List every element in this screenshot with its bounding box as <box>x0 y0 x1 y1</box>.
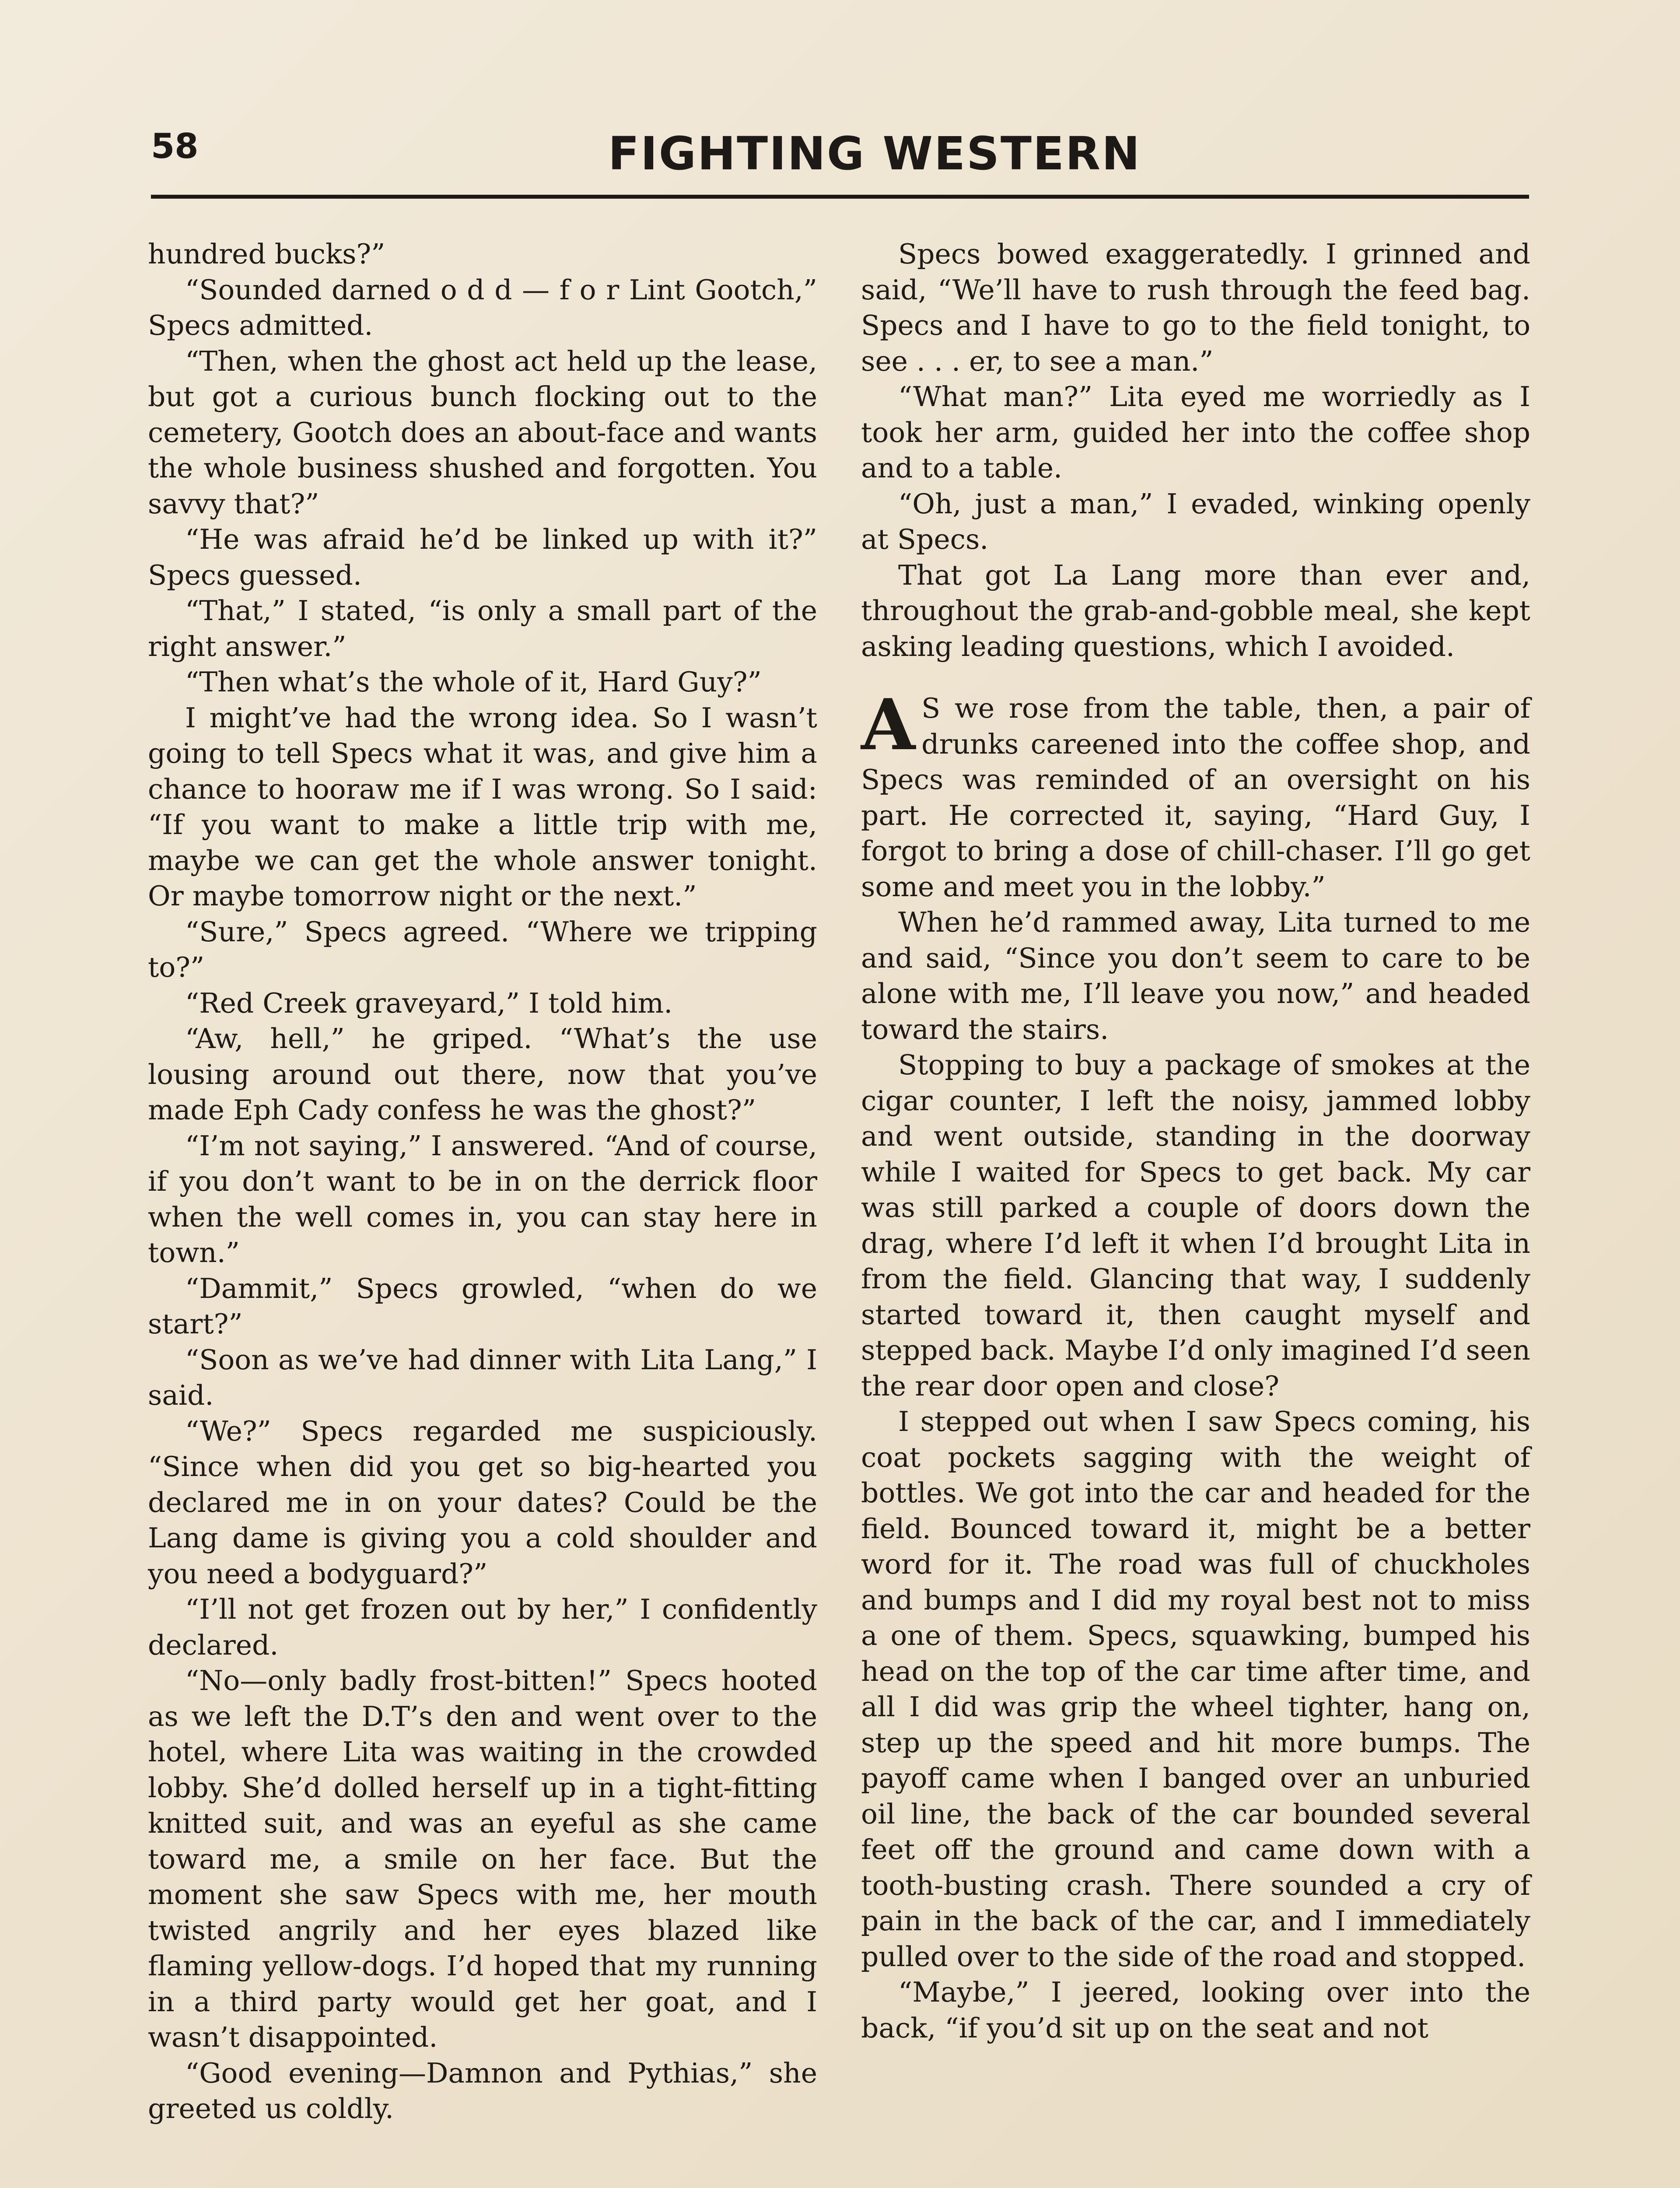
paragraph: “He was afraid he’d be linked up with it?” Specs guessed. <box>148 523 817 591</box>
paragraph: “I’m not saying,” I answered. “And of course, if you don’t want to be in on the derrick floor when the well comes in, you can stay here in town.” <box>148 1129 817 1269</box>
paragraph: “Then what’s the whole of it, Hard Guy?” <box>185 666 762 698</box>
section-opening-paragraph <box>861 684 1530 905</box>
paragraph: hundred bucks?” <box>148 238 385 270</box>
paragraph: That got La Lang more than ever and, throughout the grab-and-gobble meal, she kept asking leading questions, which I avoided. <box>861 559 1530 663</box>
drop-cap: A <box>861 684 916 766</box>
paragraph: Specs bowed exaggeratedly. I grinned and said, “We’ll have to rush through the feed bag. Specs and I have to go to the field tonight, to see . . . er, to see a man.” <box>861 238 1530 377</box>
paragraph: “Sounded darned o d d — f o r Lint Gootch,” Specs admitted. <box>148 274 817 341</box>
running-title: FIGHTING WESTERN <box>608 127 1141 180</box>
paragraph: When he’d rammed away, Lita turned to me and said, “Since you don’t seem to care to be alone with me, I’ll leave you now,” and headed toward the stairs. <box>861 906 1530 1045</box>
paragraph: I stepped out when I saw Specs coming, his coat pockets sagging with the weight of bottles. We got into the car and headed for the field. Bounced toward it, might be a better word for it. The road was full of chuckholes and bumps and I did my royal best not to miss a one of them. Specs, squawking, bumped his head on the top of the car time after time, and all I did was grip the wheel tighter, hang on, step up the speed and hit more bumps. The payoff came when I banged over an unburied oil line, the back of the car bounded several feet off the ground and came down with a tooth-busting crash. There sounded a cry of pain in the back of the car, and I immediately pulled over to the side of the road and stopped. <box>861 1406 1530 1973</box>
paragraph: “We?” Specs regarded me suspiciously. “Since when did you get so big-hearted you declared me in on your dates? Could be the Lang dame is giving you a cold shoulder and you need a bodyguard?” <box>148 1415 817 1590</box>
paragraph: “Oh, just a man,” I evaded, winking openly at Specs. <box>861 487 1530 555</box>
paragraph: “That,” I stated, “is only a small part of the right answer.” <box>148 595 817 663</box>
paragraph: “Soon as we’ve had dinner with Lita Lang,” I said. <box>148 1343 817 1411</box>
section-opening-text: S we rose from the table, then, a pair of drunks careened into the coffee shop, and Specs was reminded of an oversight on his part. He corrected it, saying, “Hard Guy, I forgot to bring a dose of chill-chaser. I’ll go get some and meet you in the lobby.” <box>861 692 1530 903</box>
header-rule <box>151 195 1529 199</box>
paragraph: “Good evening—Damnon and Pythias,” she greeted us coldly. <box>148 2057 817 2125</box>
paragraph: “What man?” Lita eyed me worriedly as I took her arm, guided her into the coffee shop and to a table. <box>861 381 1530 484</box>
paragraph: “Sure,” Specs agreed. “Where we tripping to?” <box>148 915 817 983</box>
paragraph: “I’ll not get frozen out by her,” I confidently declared. <box>148 1593 817 1661</box>
page-number: 58 <box>151 127 199 166</box>
paragraph: “Aw, hell,” he griped. “What’s the use lousing around out there, now that you’ve made Eph Cady confess he was the ghost?” <box>148 1023 817 1126</box>
paragraph: “No—only badly frost-bitten!” Specs hooted as we left the D.T’s den and went over to the hotel, where Lita was waiting in the crowded lobby. She’d dolled herself up in a tight-fitting knitted suit, and was an eyeful as she came toward me, a smile on her face. But the moment she saw Specs with me, her mouth twisted angrily and her eyes blazed like flaming yellow-dogs. I’d hoped that my running in a third party would get her goat, and I wasn’t disappointed. <box>148 1665 817 2053</box>
right-column <box>861 236 1530 2046</box>
paragraph: Stopping to buy a package of smokes at the cigar counter, I left the noisy, jammed lobby and went outside, standing in the doorway while I waited for Specs to get back. My car was still parked a couple of doors down the drag, where I’d left it when I’d brought Lita in from the field. Glancing that way, I suddenly started toward it, then caught myself and stepped back. Maybe I’d only imagined I’d seen the rear door open and close? <box>861 1049 1530 1402</box>
left-column <box>148 236 817 2127</box>
paragraph: “Then, when the ghost act held up the lease, but got a curious bunch flocking out to the cemetery, Gootch does an about-face and wants the whole business shushed and forgotten. You savvy that?” <box>148 345 817 520</box>
paragraph: “Maybe,” I jeered, looking over into the back, “if you’d sit up on the seat and not <box>861 1976 1530 2044</box>
paragraph: I might’ve had the wrong idea. So I wasn’t going to tell Specs what it was, and give him a chance to hooraw me if I was wrong. So I said: “If you want to make a little trip with me, maybe we can get the whole answer tonight. Or maybe tomorrow night or the next.” <box>148 701 817 912</box>
paragraph: “Dammit,” Specs growled, “when do we start?” <box>148 1272 817 1340</box>
paragraph: “Red Creek graveyard,” I told him. <box>185 987 673 1019</box>
